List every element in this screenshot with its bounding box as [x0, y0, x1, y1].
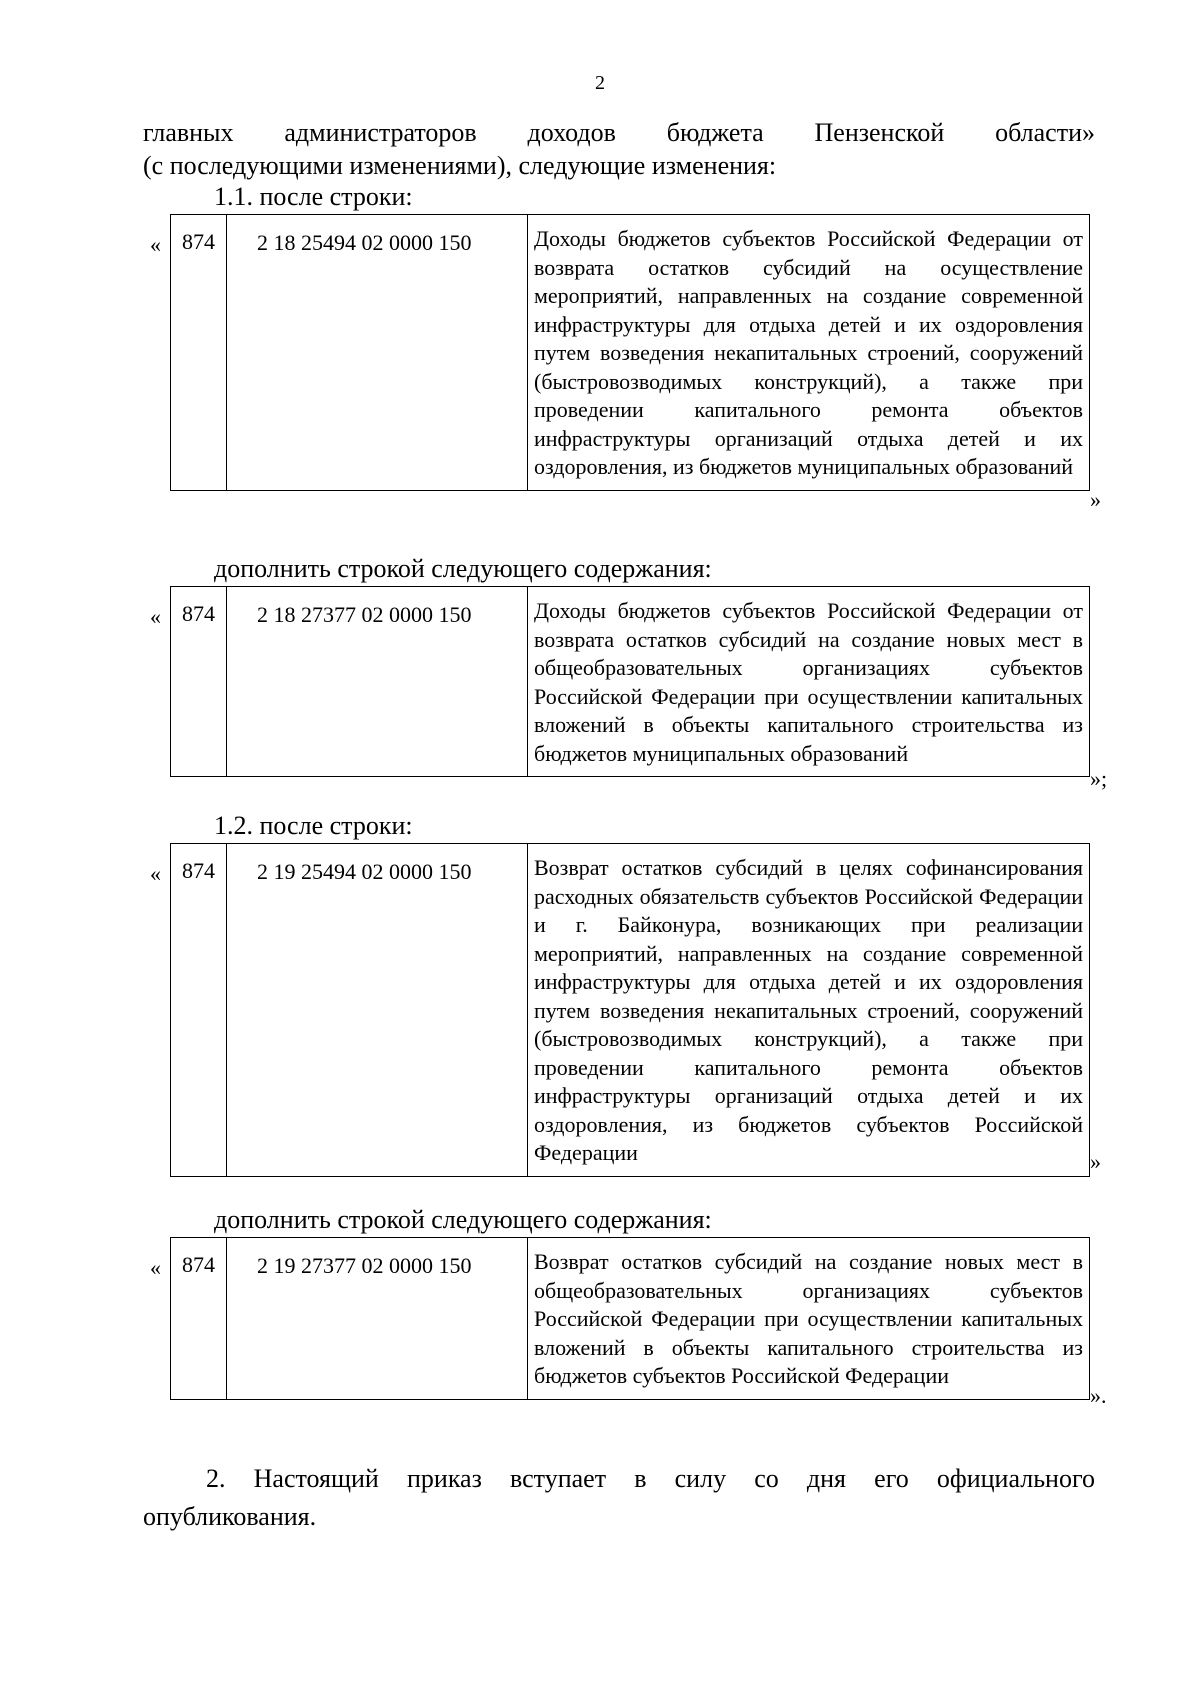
code-table-4 [170, 1237, 1090, 1400]
table-row [171, 844, 1090, 1177]
description-cell: Доходы бюджетов субъектов Российской Федерации от возврата остатков субсидий на создание новых мест в общеобразовательных организациях субъектов Российской Федерации при осуществлении капитальных вложений в объекты капитального строительства из бюджетов муниципальных образований [528, 587, 1090, 777]
admin-code-cell: 874 [171, 587, 227, 777]
description-cell: Возврат остатков субсидий на создание новых мест в общеобразовательных организациях субъектов Российской Федерации при осуществлении капитальных вложений в объекты капитального строительства из бюджетов субъектов Российской Федерации [528, 1238, 1090, 1400]
intro-line-1: главных администраторов доходов бюджета Пензенской области» [143, 118, 1095, 147]
code-row-1 [148, 214, 1118, 554]
code-row-2 [148, 586, 1118, 811]
open-quote: « [150, 1255, 161, 1280]
item-1-1-caption: 1.1. после строки: [214, 182, 413, 211]
intro-line-2: (с последующими изменениями), следующие изменения: [143, 151, 777, 180]
close-quote: »; [1090, 766, 1108, 791]
table-row [171, 215, 1090, 491]
supplement-caption-1: дополнить строкой следующего содержания: [214, 554, 712, 583]
final-paragraph-line-1: 2. Настоящий приказ вступает в силу со дня его официального [206, 1464, 1095, 1493]
code-table-1 [170, 214, 1090, 491]
admin-code-cell: 874 [171, 844, 227, 1177]
open-quote: « [150, 232, 161, 257]
description-cell: Доходы бюджетов субъектов Российской Федерации от возврата остатков субсидий на осуществление мероприятий, направленных на создание современной инфраструктуры для отдыха детей и их оздоровления путем возведения некапитальных строений, сооружений (быстровозводимых конструкций), а также при проведении капитального ремонта объектов инфраструктуры организаций отдыха детей и их оздоровления, из бюджетов муниципальных образований [528, 215, 1090, 491]
code-row-4 [148, 1237, 1118, 1432]
close-quote: ». [1090, 1383, 1107, 1408]
item-1-2-caption: 1.2. после строки: [214, 811, 413, 840]
code-table-3 [170, 843, 1090, 1177]
code-table-2 [170, 586, 1090, 777]
table-row [171, 587, 1090, 777]
supplement-caption-2: дополнить строкой следующего содержания: [214, 1205, 712, 1234]
code-row-3 [148, 843, 1118, 1203]
close-quote: » [1090, 487, 1101, 512]
open-quote: « [150, 604, 161, 629]
admin-code-cell: 874 [171, 215, 227, 491]
open-quote: « [150, 861, 161, 886]
admin-code-cell: 874 [171, 1238, 227, 1400]
table-row [171, 1238, 1090, 1400]
budget-code-cell: 2 19 25494 02 0000 150 [227, 844, 528, 1177]
close-quote: » [1090, 1149, 1101, 1174]
budget-code-cell: 2 18 25494 02 0000 150 [227, 215, 528, 491]
page-number: 2 [595, 72, 605, 94]
description-cell: Возврат остатков субсидий в целях софинансирования расходных обязательств субъектов Российской Федерации и г. Байконура, возникающих при реализации мероприятий, направленных на создание современной инфраструктуры для отдыха детей и их оздоровления путем возведения некапитальных строений, сооружений (быстровозводимых конструкций), а также при проведении капитального ремонта объектов инфраструктуры организаций отдыха детей и их оздоровления, из бюджетов субъектов Российской Федерации [528, 844, 1090, 1177]
budget-code-cell: 2 19 27377 02 0000 150 [227, 1238, 528, 1400]
final-paragraph-line-2: опубликования. [143, 1502, 317, 1531]
budget-code-cell: 2 18 27377 02 0000 150 [227, 587, 528, 777]
